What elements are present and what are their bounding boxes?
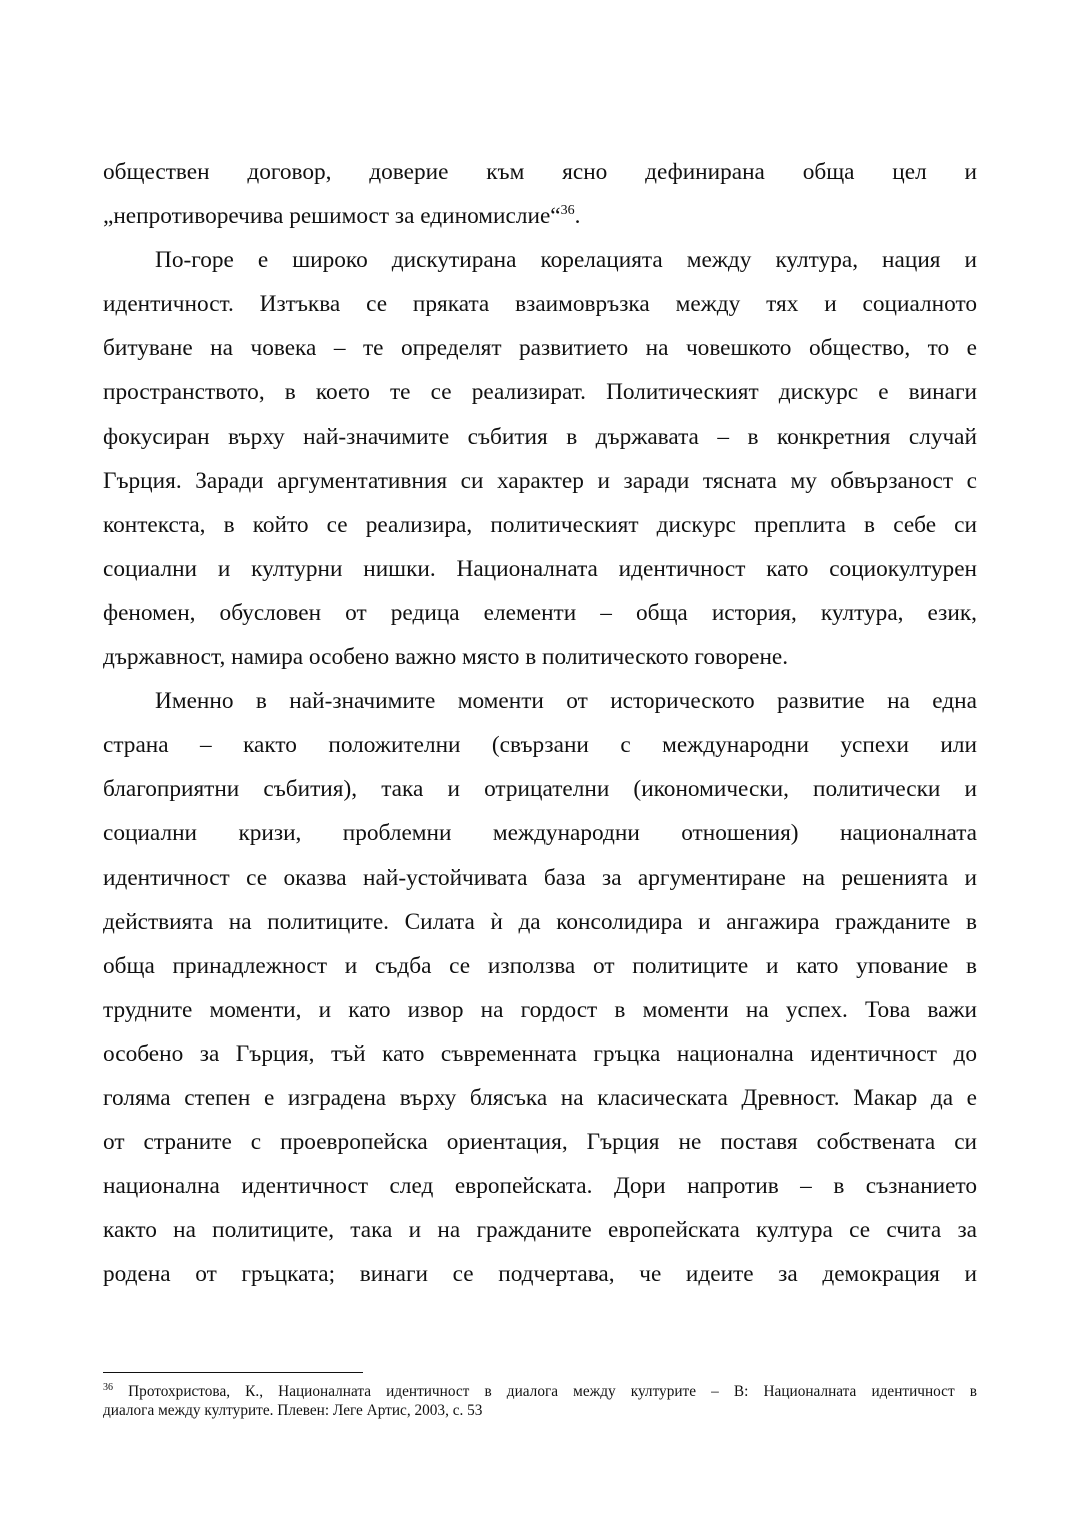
paragraph-3-line: действията на политиците. Силата ѝ да консолидира и ангажира гражданите в <box>103 908 977 935</box>
paragraph-2-line: битуване на човека – те определят развитието на човешкото общество, то е <box>103 335 977 362</box>
paragraph-3-line: голяма степен е изградена върху блясъка на класическата Древност. Макар да е <box>103 1084 977 1111</box>
paragraph-2-line: социални и културни нишки. Националната идентичност като социокултурен <box>103 555 977 582</box>
footnote-number: 36 <box>103 1382 113 1393</box>
footnote-line-2: диалога между културите. Плевен: Леге Артис, 2003, с. 53 <box>103 1402 483 1419</box>
paragraph-3-line: идентичност се оказва най-устойчивата база за аргументиране на решенията и <box>103 864 977 891</box>
paragraph-1-line-2 <box>103 194 977 238</box>
sentence-end: . <box>574 203 581 230</box>
paragraph-3-line: от страните с проевропейска ориентация, Гърция не поставя собствената си <box>103 1129 977 1156</box>
paragraph-3-line: социални кризи, проблемни международни отношения) националната <box>103 820 977 847</box>
paragraph-2-line: феномен, обусловен от редица елементи – обща история, култура, език, <box>103 599 977 626</box>
paragraph-1-line-1: обществен договор, доверие към ясно дефинирана обща цел и <box>103 159 977 185</box>
footnote-reference[interactable]: 36 <box>560 203 575 219</box>
paragraph-2-line: контекста, в който се реализира, политическият дискурс преплита в себе си <box>103 511 977 538</box>
paragraph-3-line: трудните моменти, и като извор на гордост в моменти на успех. Това важи <box>103 996 977 1023</box>
paragraph-3-line: особено за Гърция, тъй като съвременната гръцка национална идентичност до <box>103 1040 977 1067</box>
paragraph-2-line: фокусиран върху най-значимите събития в държавата – в конкретния случай <box>103 423 977 450</box>
paragraph-3-line: национална идентичност след европейската. Дори напротив – в съзнанието <box>103 1173 977 1200</box>
paragraph-3-line: страна – както положителни (свързани с международни успехи или <box>103 732 977 759</box>
paragraph-2-line: По-горе е широко дискутирана корелацията между култура, нация и <box>155 247 977 274</box>
paragraph-3-line: обща принадлежност и съдба се използва от политиците и като упование в <box>103 952 977 979</box>
paragraph-3-line: както на политиците, така и на гражданите европейската култура се счита за <box>103 1217 977 1244</box>
footnote <box>103 1382 977 1420</box>
paragraph-3-line: благоприятни събития), така и отрицателни (икономически, политически и <box>103 776 977 803</box>
paragraph-3-line: Именно в най-значимите моменти от историческото развитие на една <box>155 688 977 715</box>
footnote-separator <box>103 1372 363 1373</box>
quote-text: „непротиворечива решимост за единомислие“ <box>103 203 561 230</box>
paragraph-2-line: идентичност. Изтъква се пряката взаимовръзка между тях и социалното <box>103 291 977 318</box>
paragraph-3-line: родена от гръцката; винаги се подчертава, че идеите за демокрация и <box>103 1261 977 1288</box>
footnote-text-1: Протохристова, К., Националната идентичност в диалога между културите – В: Националната идентичност в <box>128 1383 977 1400</box>
paragraph-2-line: Гърция. Заради аргументативния си характер и заради тясната му обвързаност с <box>103 467 977 494</box>
body-text <box>103 150 977 1296</box>
footnote-line-1 <box>103 1382 977 1401</box>
paragraph-2-line: пространството, в което те се реализират. Политическият дискурс е винаги <box>103 379 977 406</box>
paragraph-2-line-last: държавност, намира особено важно място в политическото говорене. <box>103 644 789 671</box>
